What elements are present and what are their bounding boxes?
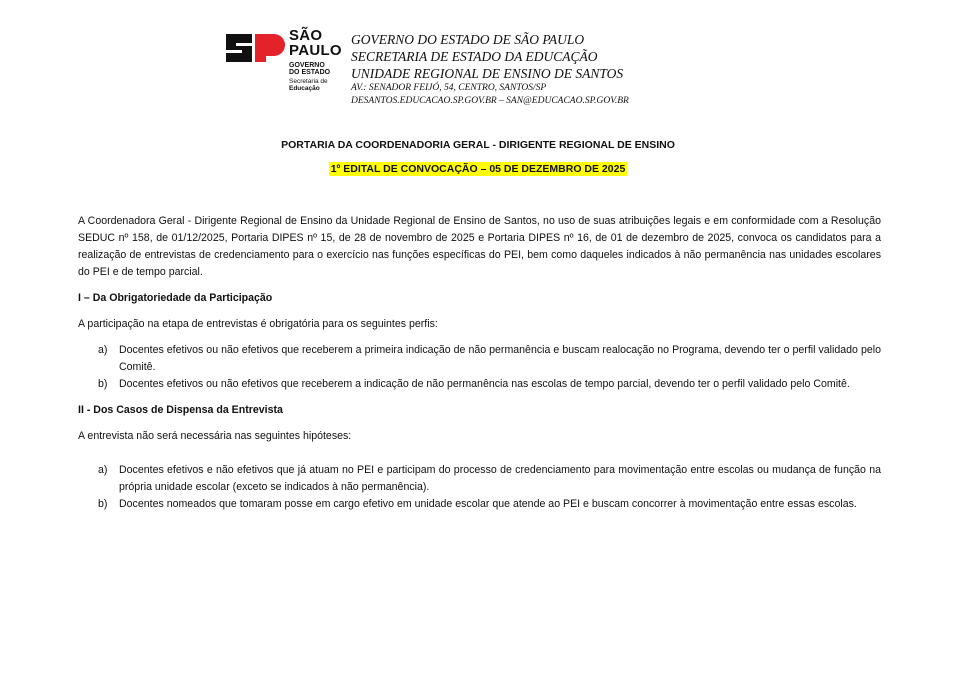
list-item [78, 496, 881, 513]
sp-logo-wordmark [289, 28, 342, 92]
logo-sub-estado: DO ESTADO [289, 69, 331, 76]
list-item-text: Docentes efetivos e não efetivos que já atuam no PEI e participam do processo de credenciamento para movimentação entre escolas ou mudança de função na própria unidade escolar (exceto se indicados à não permanência). [119, 464, 881, 493]
letterhead-unidade: UNIDADE REGIONAL DE ENSINO DE SANTOS [351, 66, 624, 81]
letterhead-contact: DESANTOS.EDUCACAO.SP.GOV.BR – SAN@EDUCACAO.SP.GOV.BR [351, 96, 629, 106]
letterhead-secretaria: SECRETARIA DE ESTADO DA EDUCAÇÃO [351, 49, 598, 64]
list-item [78, 462, 881, 496]
list-item-text: Docentes efetivos ou não efetivos que receberem a indicação de não permanência nas escolas de tempo parcial, devendo ter o perfil validado pelo Comitê. [119, 378, 850, 390]
document-body [78, 213, 881, 513]
document-subtitle [0, 163, 956, 175]
section-2-heading: II - Dos Casos de Dispensa da Entrevista [78, 404, 283, 416]
section-1-heading: I – Da Obrigatoriedade da Participação [78, 292, 273, 304]
list-item-text: Docentes efetivos ou não efetivos que receberem a primeira indicação de não permanência e buscam realocação no Programa, devendo ter o perfil validado pelo Comitê. [119, 344, 881, 373]
logo-line-paulo: PAULO [289, 42, 342, 59]
list-marker: b) [98, 378, 108, 390]
section-1-lead: A participação na etapa de entrevistas é obrigatória para os seguintes perfis: [78, 318, 438, 330]
logo-sub-secretaria: Secretaria de [289, 78, 328, 85]
section-2-lead: A entrevista não será necessária nas seguintes hipóteses: [78, 430, 352, 442]
letterhead [351, 31, 629, 108]
logo-sub-educacao: Educação [289, 85, 320, 92]
logo-sub-governo: GOVERNO [289, 62, 325, 69]
list-marker: b) [98, 498, 108, 510]
list-item [78, 342, 881, 376]
sp-logo-icon [224, 32, 286, 64]
list-marker: a) [98, 464, 108, 476]
section-2-list [78, 462, 881, 513]
letterhead-address: AV.: SENADOR FEIJÓ, 54, CENTRO, SANTOS/SP [351, 83, 547, 93]
list-item [78, 376, 881, 393]
intro-paragraph: A Coordenadora Geral - Dirigente Regional de Ensino da Unidade Regional de Ensino de Santos, no uso de suas atribuições legais e em conformidade com a Resolução SEDUC nº 158, de 01/12/2025, Portaria DIPES nº 15, de 28 de novembro de 2025 e Portaria DIPES nº 16, de 01 de dezembro de 2025, convoca os candidatos para a realização de entrevistas de credenciamento para o exercício nas funções específicas do PEI, bem como daqueles indicados à não permanência nas unidades escolares do PEI e de tempo parcial. [78, 215, 881, 278]
document-title: PORTARIA DA COORDENADORIA GERAL - DIRIGENTE REGIONAL DE ENSINO [281, 139, 675, 151]
list-marker: a) [98, 344, 108, 356]
highlighted-edital-title: 1º EDITAL DE CONVOCAÇÃO – 05 DE DEZEMBRO DE 2025 [330, 163, 626, 175]
letterhead-governo: GOVERNO DO ESTADO DE SÃO PAULO [351, 32, 585, 47]
section-1-list [78, 342, 881, 393]
list-item-text: Docentes nomeados que tomaram posse em cargo efetivo em unidade escolar que atende ao PEI e buscam concorrer à movimentação entre essas escolas. [119, 498, 857, 510]
logo-line-sao: SÃO [289, 27, 323, 44]
